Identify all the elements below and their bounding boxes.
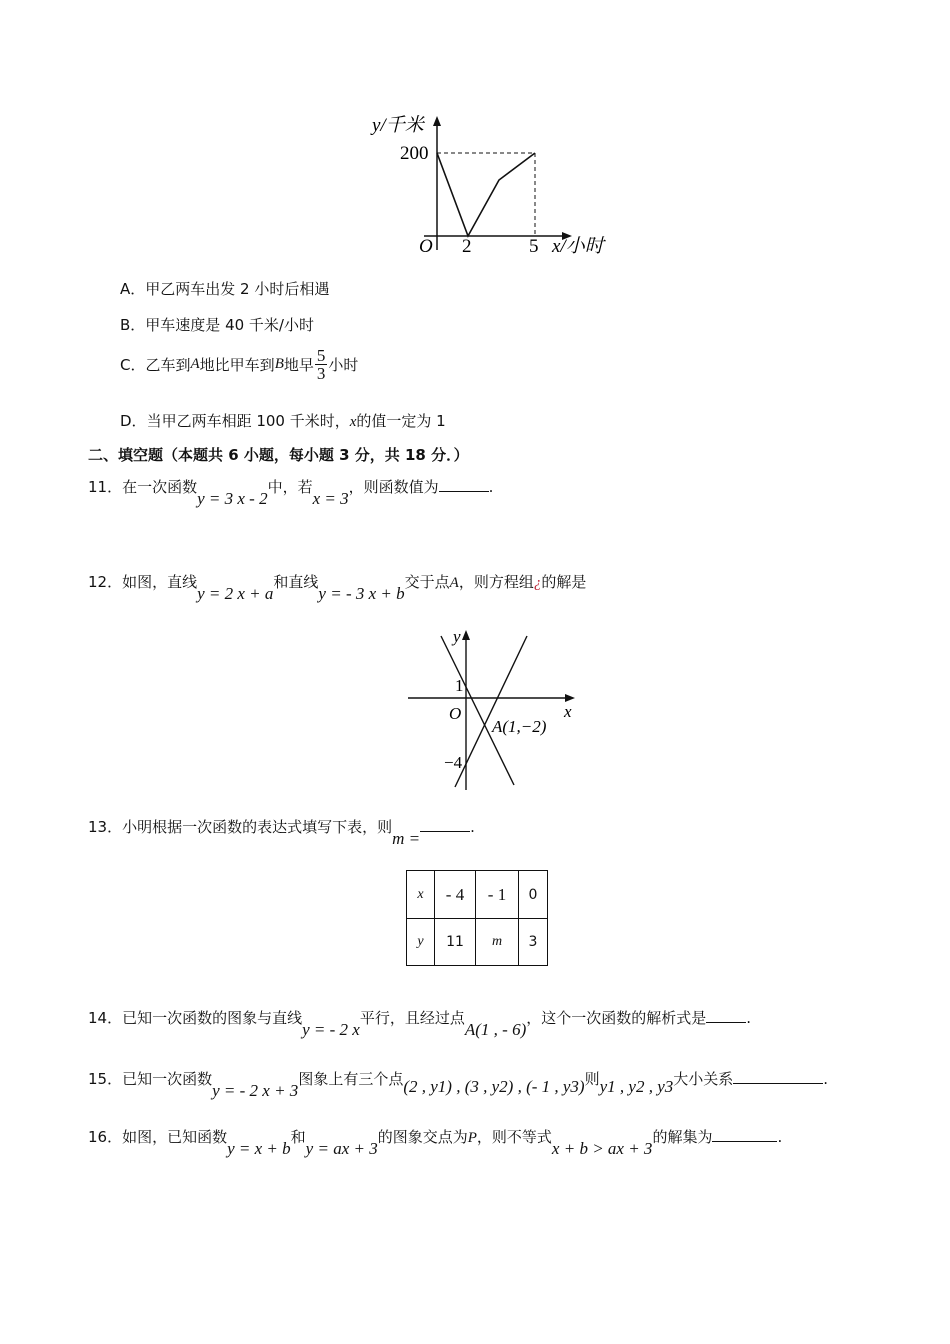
q12-text5: 的解是: [541, 573, 587, 591]
q12-text4: ，则方程组: [458, 573, 534, 591]
table-cell: x: [407, 871, 435, 919]
q16-function2: y = ax + 3: [305, 1139, 378, 1158]
question-14: [88, 1007, 752, 1039]
graph1-ytick-200: 200: [400, 143, 429, 164]
option-a: [120, 278, 329, 299]
q12-text2: 和直线: [273, 573, 319, 591]
table-cell: - 1: [476, 871, 519, 919]
q13-text1: 小明根据一次函数的表达式填写下表，则: [122, 818, 393, 836]
q13-end: .: [470, 818, 475, 836]
graph2-origin: O: [449, 704, 462, 723]
q11-text1: 在一次函数: [122, 478, 198, 496]
q16-text2: 和: [290, 1128, 306, 1146]
q12-point: A: [449, 575, 459, 591]
q15-text2: 图象上有三个点: [298, 1070, 404, 1088]
option-b-text: 甲车速度是 40 千米/小时: [145, 316, 314, 334]
option-c-text2: 地比甲车到: [199, 356, 275, 374]
option-d-text1: 当甲乙两车相距 100 千米时，: [146, 412, 350, 430]
q14-text1: 已知一次函数的图象与直线: [122, 1009, 303, 1027]
x-axis-arrow: [565, 694, 575, 702]
q11-answer-blank[interactable]: [439, 477, 489, 492]
q15-points: (2 , y1) , (3 , y2) , (- 1 , y3): [403, 1077, 585, 1096]
q12-line1: y = 2 x + a: [197, 584, 274, 603]
q11-text3: ，则函数值为: [348, 478, 439, 496]
option-c-text3: 地早: [283, 356, 314, 374]
table-row-x: [407, 871, 548, 919]
q16-text1: 如图，已知函数: [122, 1128, 228, 1146]
distance-line: [437, 153, 535, 236]
section2-heading: 二、填空题（本题共 6 小题，每小题 3 分，共 18 分．）: [88, 446, 469, 464]
option-c: [120, 347, 358, 382]
q16-function1: y = x + b: [227, 1139, 291, 1158]
option-d-var-x: x: [349, 414, 357, 430]
option-b: [120, 314, 314, 335]
q15-text1: 已知一次函数: [122, 1070, 213, 1088]
table-cell: 11: [435, 919, 476, 966]
table-cell: - 4: [435, 871, 476, 919]
q12-text1: 如图，直线: [122, 573, 198, 591]
q14-point: A(1 , - 6): [464, 1020, 527, 1039]
option-a-text: 甲乙两车出发 2 小时后相遇: [145, 280, 330, 298]
q13-m-equals: m =: [392, 829, 421, 848]
question-11: [88, 476, 494, 508]
fraction-denominator: 3: [316, 364, 326, 383]
graph2-tick-1: 1: [455, 676, 464, 695]
q14-number: 14．: [88, 1009, 123, 1027]
option-c-text4: 小时: [328, 356, 359, 374]
q14-end: .: [746, 1009, 752, 1027]
fraction-numerator: 5: [316, 346, 326, 365]
q13-number: 13．: [88, 818, 123, 836]
q16-text4: ，则不等式: [476, 1128, 552, 1146]
graph2-point-a: A(1,−2): [492, 717, 547, 736]
q15-function: y = - 2 x + 3: [212, 1081, 299, 1100]
q12-number: 12．: [88, 573, 123, 591]
table-row-y: [407, 919, 548, 966]
q13-value-table: [406, 870, 548, 966]
y-axis-arrow: [433, 116, 441, 126]
graph1-ylabel: y/千米: [372, 115, 424, 136]
graph2-tick-neg4: −4: [444, 753, 463, 772]
q14-line: y = - 2 x: [302, 1020, 360, 1039]
q12-text3: 交于点: [404, 573, 450, 591]
q16-text5: 的解集为: [652, 1128, 713, 1146]
graph2-ylabel: y: [453, 627, 461, 646]
q15-text3: 则: [584, 1070, 600, 1088]
q15-text4: 大小关系: [673, 1070, 734, 1088]
q12-missing-system-mark: ¿: [533, 575, 542, 591]
table-cell: y: [407, 919, 435, 966]
q15-answer-blank[interactable]: [733, 1069, 823, 1084]
option-d-text2: 的值一定为 1: [356, 412, 446, 430]
q16-number: 16．: [88, 1128, 123, 1146]
q16-point: P: [467, 1130, 477, 1146]
graph1-xlabel: x/小时: [552, 236, 604, 257]
question-16: [88, 1126, 783, 1158]
option-d-label: D．: [120, 412, 147, 430]
q14-text3: ，这个一次函数的解析式是: [526, 1009, 707, 1027]
q13-answer-blank[interactable]: [420, 817, 470, 832]
option-c-point-b: B: [274, 356, 284, 372]
q11-x-value: x = 3: [312, 489, 349, 508]
option-c-point-a: A: [190, 356, 200, 372]
graph2-xlabel: x: [564, 702, 572, 721]
q11-equation: y = 3 x - 2: [197, 489, 268, 508]
q16-answer-blank[interactable]: [712, 1127, 777, 1142]
question-12: [88, 571, 587, 603]
graph1-origin: O: [419, 236, 433, 257]
y-axis-arrow: [462, 630, 470, 640]
option-c-label: C．: [120, 356, 146, 374]
table-cell: 3: [519, 919, 548, 966]
distance-time-graph: [360, 110, 620, 260]
intersecting-lines-graph: [400, 622, 590, 794]
q11-text2: 中，若: [267, 478, 313, 496]
graph1-xtick-2: 2: [462, 236, 472, 257]
option-b-label: B．: [120, 316, 146, 334]
q14-text2: 平行，且经过点: [359, 1009, 465, 1027]
q11-end: .: [488, 478, 494, 496]
q12-line2: y = - 3 x + b: [318, 584, 405, 603]
table-cell: m: [476, 919, 519, 966]
option-a-label: A．: [120, 280, 146, 298]
q15-end: .: [823, 1070, 829, 1088]
option-d: [120, 410, 446, 431]
question-15: [88, 1068, 829, 1100]
option-c-text1: 乙车到: [145, 356, 191, 374]
q15-number: 15．: [88, 1070, 123, 1088]
table-cell: 0: [519, 871, 548, 919]
q16-end: .: [777, 1128, 783, 1146]
question-13: [88, 816, 475, 848]
q11-number: 11．: [88, 478, 123, 496]
graph1-xtick-5: 5: [529, 236, 539, 257]
fraction-five-thirds: [315, 347, 328, 382]
q14-answer-blank[interactable]: [706, 1008, 746, 1023]
q16-inequality: x + b > ax + 3: [551, 1139, 653, 1158]
q15-y-values: y1 , y2 , y3: [599, 1077, 674, 1096]
q16-text3: 的图象交点为: [377, 1128, 468, 1146]
